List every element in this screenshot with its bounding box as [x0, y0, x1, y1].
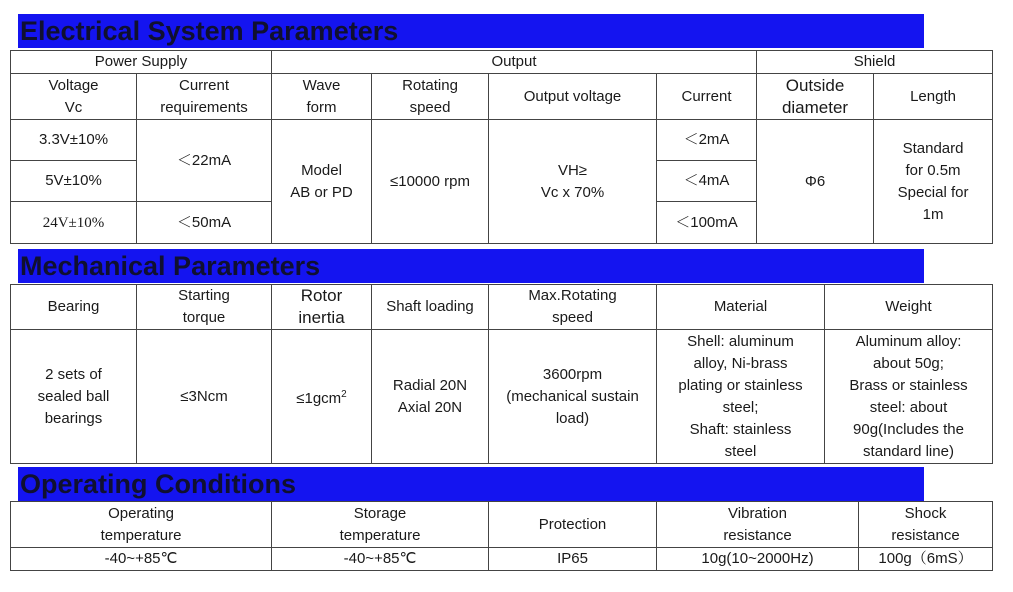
header-wave-form: Wave form	[272, 74, 372, 120]
cell-voltage-24v: 24V±10%	[11, 202, 137, 244]
header-vibration-resistance: Vibration resistance	[657, 502, 859, 548]
header-current: Current	[657, 74, 757, 120]
cell-operating-temperature: -40~+85℃	[11, 548, 272, 571]
header-bearing: Bearing	[11, 285, 137, 330]
cell-rotor-inertia: ≤1gcm$^2$	[272, 330, 372, 464]
cell-max-rotating-speed: 3600rpm (mechanical sustain load)	[489, 330, 657, 464]
operating-table	[10, 501, 993, 571]
section-title-electrical: Electrical System Parameters	[18, 14, 924, 48]
section-title-operating: Operating Conditions	[18, 467, 924, 501]
cell-wave-form: Model AB or PD	[272, 120, 372, 244]
header-current-requirements: Current requirements	[137, 74, 272, 120]
group-output: Output	[272, 51, 757, 74]
cell-rotating-speed: ≤10000 rpm	[372, 120, 489, 244]
cell-length: Standard for 0.5m Special for 1m	[874, 120, 993, 244]
cell-shaft-loading: Radial 20N Axial 20N	[372, 330, 489, 464]
header-output-voltage: Output voltage	[489, 74, 657, 120]
cell-output-voltage: VH≥ Vc x 70%	[489, 120, 657, 244]
cell-current-2ma: ＜2mA	[657, 120, 757, 161]
header-weight: Weight	[825, 285, 993, 330]
cell-shock-resistance: 100g（6mS）	[859, 548, 993, 571]
header-outside-diameter: Outside diameter	[757, 74, 874, 120]
cell-protection: IP65	[489, 548, 657, 571]
cell-voltage-3v3: 3.3V±10%	[11, 120, 137, 161]
header-operating-temperature: Operating temperature	[11, 502, 272, 548]
header-protection: Protection	[489, 502, 657, 548]
cell-vibration-resistance: 10g(10~2000Hz)	[657, 548, 859, 571]
header-voltage: Voltage Vc	[11, 74, 137, 120]
header-shock-resistance: Shock resistance	[859, 502, 993, 548]
cell-current-req-50ma: ＜50mA	[137, 202, 272, 244]
header-rotor-inertia: Rotor inertia	[272, 285, 372, 330]
cell-current-req-22ma: ＜22mA	[137, 120, 272, 202]
group-shield: Shield	[757, 51, 993, 74]
section-title-mechanical: Mechanical Parameters	[18, 249, 924, 283]
header-length: Length	[874, 74, 993, 120]
header-material: Material	[657, 285, 825, 330]
header-starting-torque: Starting torque	[137, 285, 272, 330]
cell-outside-diameter: Φ6	[757, 120, 874, 244]
header-shaft-loading: Shaft loading	[372, 285, 489, 330]
cell-material: Shell: aluminum alloy, Ni-brass plating or stainless steel; Shaft: stainless steel	[657, 330, 825, 464]
header-rotating-speed: Rotating speed	[372, 74, 489, 120]
cell-weight: Aluminum alloy: about 50g; Brass or stainless steel: about 90g(Includes the standard line)	[825, 330, 993, 464]
cell-starting-torque: ≤3Ncm	[137, 330, 272, 464]
cell-storage-temperature: -40~+85℃	[272, 548, 489, 571]
header-storage-temperature: Storage temperature	[272, 502, 489, 548]
electrical-table	[10, 50, 993, 244]
cell-bearing: 2 sets of sealed ball bearings	[11, 330, 137, 464]
mechanical-table	[10, 284, 993, 464]
header-max-rotating-speed: Max.Rotating speed	[489, 285, 657, 330]
group-power-supply: Power Supply	[11, 51, 272, 74]
cell-voltage-5v: 5V±10%	[11, 161, 137, 202]
cell-current-4ma: ＜4mA	[657, 161, 757, 202]
cell-current-100ma: ＜100mA	[657, 202, 757, 244]
